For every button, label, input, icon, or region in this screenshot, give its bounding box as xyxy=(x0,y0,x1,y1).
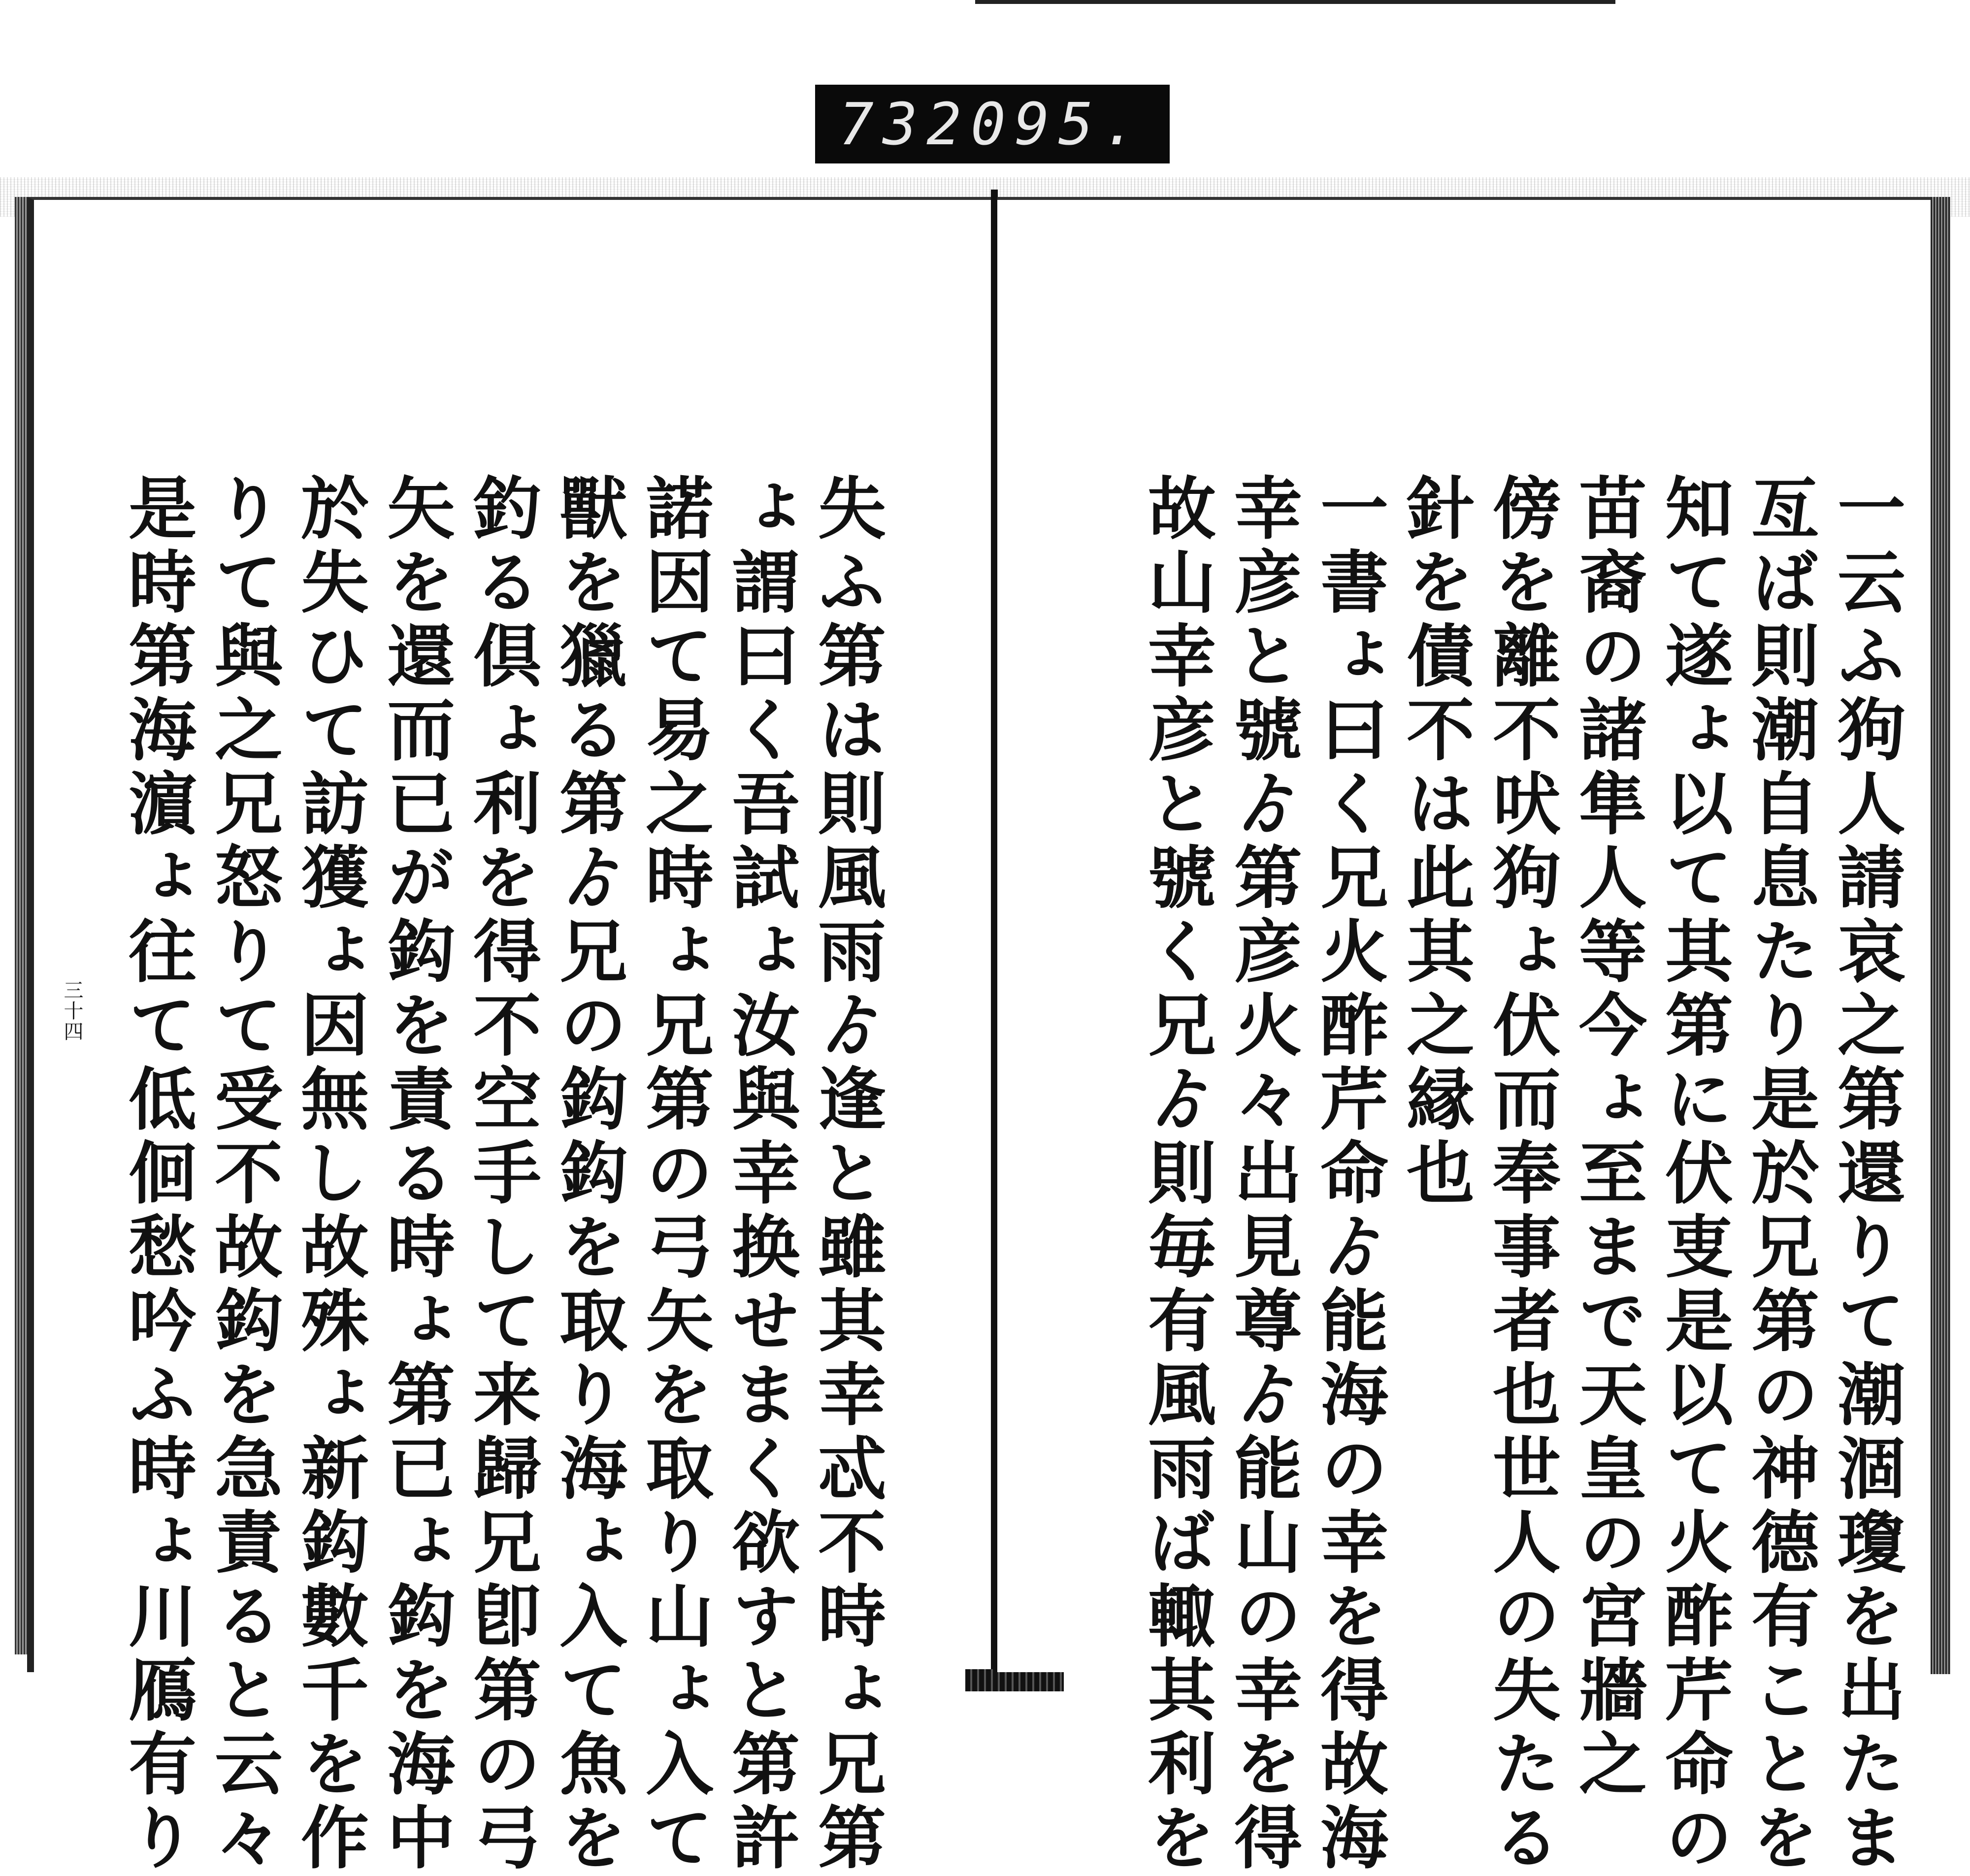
page-number: 三十四 xyxy=(61,980,83,1042)
right-page-column-9: 故山幸彦と號く兄ゟ則毎有風雨ば輙其利を xyxy=(1137,473,1217,1876)
right-page-column-2: 亙ば則潮自息たり是於兄第の神德有ことを xyxy=(1740,473,1820,1876)
left-page-column-5: 釣る倶ょ利を得不空手して来歸兄卽第の弓 xyxy=(462,473,542,1876)
left-page-column-6: 矢を還而已が鈎を責る時ょ第已ょ鈎を海中 xyxy=(376,473,456,1876)
left-page-column-2: ょ謂曰く吾試ょ汝與幸换せまく欲すと第許 xyxy=(721,473,801,1876)
left-page-column-8: りて與之兄怒りて受不故鈎を急責ると云々 xyxy=(203,473,284,1876)
right-page-column-6: 針を債不は此其之縁也 xyxy=(1395,473,1476,1211)
left-page-column-4: 獸を獵る第ゟ兄の鈎鈎を取り海ょ入て魚を xyxy=(548,473,628,1876)
scan-tag-right-number: 095. xyxy=(970,90,1146,158)
left-page-column-3: 諾因て易之時ょ兄第の弓矢を取り山ょ入て xyxy=(634,473,715,1876)
book-spine xyxy=(991,190,998,1682)
right-page-column-3: 知て遂ょ以て其第に伏叓是以て火酢芹命の xyxy=(1654,473,1734,1876)
scan-tag-left-number: 732 xyxy=(839,90,971,158)
left-page-column-7: 於失ひて訪獲ょ因無し故殊ょ新鈎數千を作 xyxy=(290,473,370,1876)
spine-bottom xyxy=(965,1669,1064,1691)
right-page-column-5: 傍を離不吠狗ょ伏而奉事者也世人の失たる xyxy=(1481,473,1562,1876)
right-page-edge xyxy=(1931,197,1950,1674)
right-page-column-1: 一云ふ狗人請哀之第還りて潮涸瓊を出たま xyxy=(1826,473,1906,1876)
scan-top-edge xyxy=(975,0,1615,4)
left-page-column-1: 失ふ第は則風雨ゟ逢と雖其幸忒不時ょ兄第 xyxy=(807,473,887,1876)
left-page-edge xyxy=(15,197,28,1654)
right-page-column-4: 苗裔の諸‍隼人等今ょ至まで天皇の宮牆之 xyxy=(1568,473,1648,1802)
left-page-column-9: 是時第海濵ょ往て低佪愁吟ふ時ょ川鴈有り xyxy=(117,473,197,1876)
right-page-column-7: 一書ょ曰く兄火酢芹命ゟ能海の幸を得故海 xyxy=(1309,473,1389,1876)
scan-number-tag xyxy=(815,85,1170,163)
right-page-column-8: 幸彦と號ゟ第彦火々出見尊ゟ能山の幸を得 xyxy=(1223,473,1303,1876)
